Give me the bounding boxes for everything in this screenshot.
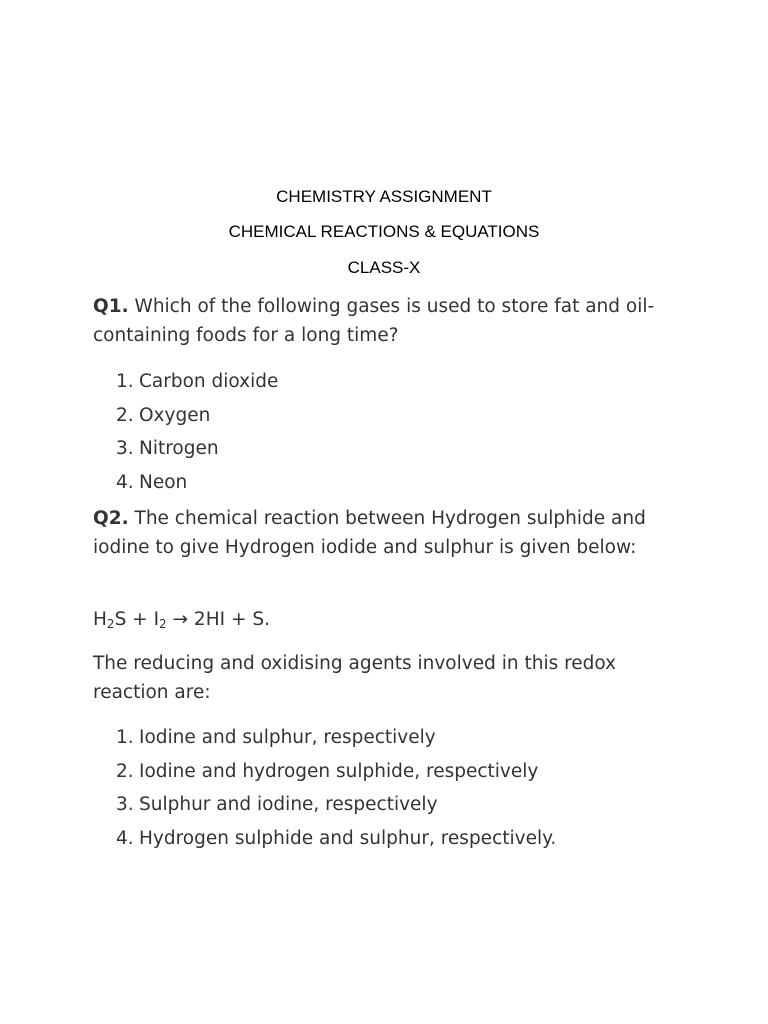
question-2-label: Q2. bbox=[93, 508, 129, 529]
question-2 bbox=[93, 504, 683, 562]
question-1-text: Which of the following gases is used to store fat and oil-containing foods for a long time? bbox=[93, 296, 655, 346]
option-number: 1. bbox=[116, 371, 134, 392]
question-1 bbox=[93, 292, 683, 350]
question-1-label: Q1. bbox=[93, 296, 129, 317]
option-text: Neon bbox=[139, 472, 188, 494]
assignment-title: CHEMISTRY ASSIGNMENT bbox=[276, 187, 492, 206]
option-text: Iodine and sulphur, respectively bbox=[139, 727, 436, 748]
option-text: Nitrogen bbox=[139, 438, 219, 460]
option-number: 3. bbox=[116, 438, 134, 460]
equation-subscript: 2 bbox=[106, 617, 115, 631]
chemical-equation bbox=[93, 605, 683, 634]
option-number: 2. bbox=[116, 760, 134, 782]
option-item bbox=[116, 365, 278, 399]
question-2-options bbox=[116, 721, 556, 856]
option-item bbox=[116, 755, 556, 789]
option-item bbox=[116, 399, 278, 433]
option-number: 4. bbox=[116, 472, 134, 494]
option-text: Sulphur and iodine, respectively bbox=[139, 794, 438, 816]
option-item bbox=[116, 466, 278, 500]
question-2-text: The chemical reaction between Hydrogen sulphide and iodine to give Hydrogen iodide and sulphur is given below: bbox=[93, 508, 646, 558]
option-number: 1. bbox=[116, 727, 134, 748]
option-text: Oxygen bbox=[139, 404, 211, 426]
option-number: 4. bbox=[116, 828, 134, 850]
option-text: Carbon dioxide bbox=[139, 371, 279, 392]
class-label: CLASS-X bbox=[347, 258, 421, 277]
option-number: 3. bbox=[116, 794, 134, 816]
option-text: Iodine and hydrogen sulphide, respectively bbox=[139, 760, 539, 782]
equation-part: S + I bbox=[114, 609, 160, 630]
option-item bbox=[116, 822, 556, 856]
question-1-options bbox=[116, 365, 278, 500]
equation-part: H bbox=[93, 609, 107, 630]
equation-subscript: 2 bbox=[159, 617, 167, 631]
question-2-prompt: The reducing and oxidising agents involved in this redox reaction are: bbox=[93, 653, 617, 703]
option-number: 2. bbox=[116, 404, 134, 426]
option-item bbox=[116, 432, 278, 466]
option-item bbox=[116, 788, 556, 822]
chapter-title: CHEMICAL REACTIONS & EQUATIONS bbox=[228, 222, 540, 241]
option-item bbox=[116, 721, 556, 755]
equation-part: → 2HI + S. bbox=[166, 609, 270, 630]
option-text: Hydrogen sulphide and sulphur, respectively. bbox=[139, 828, 557, 850]
